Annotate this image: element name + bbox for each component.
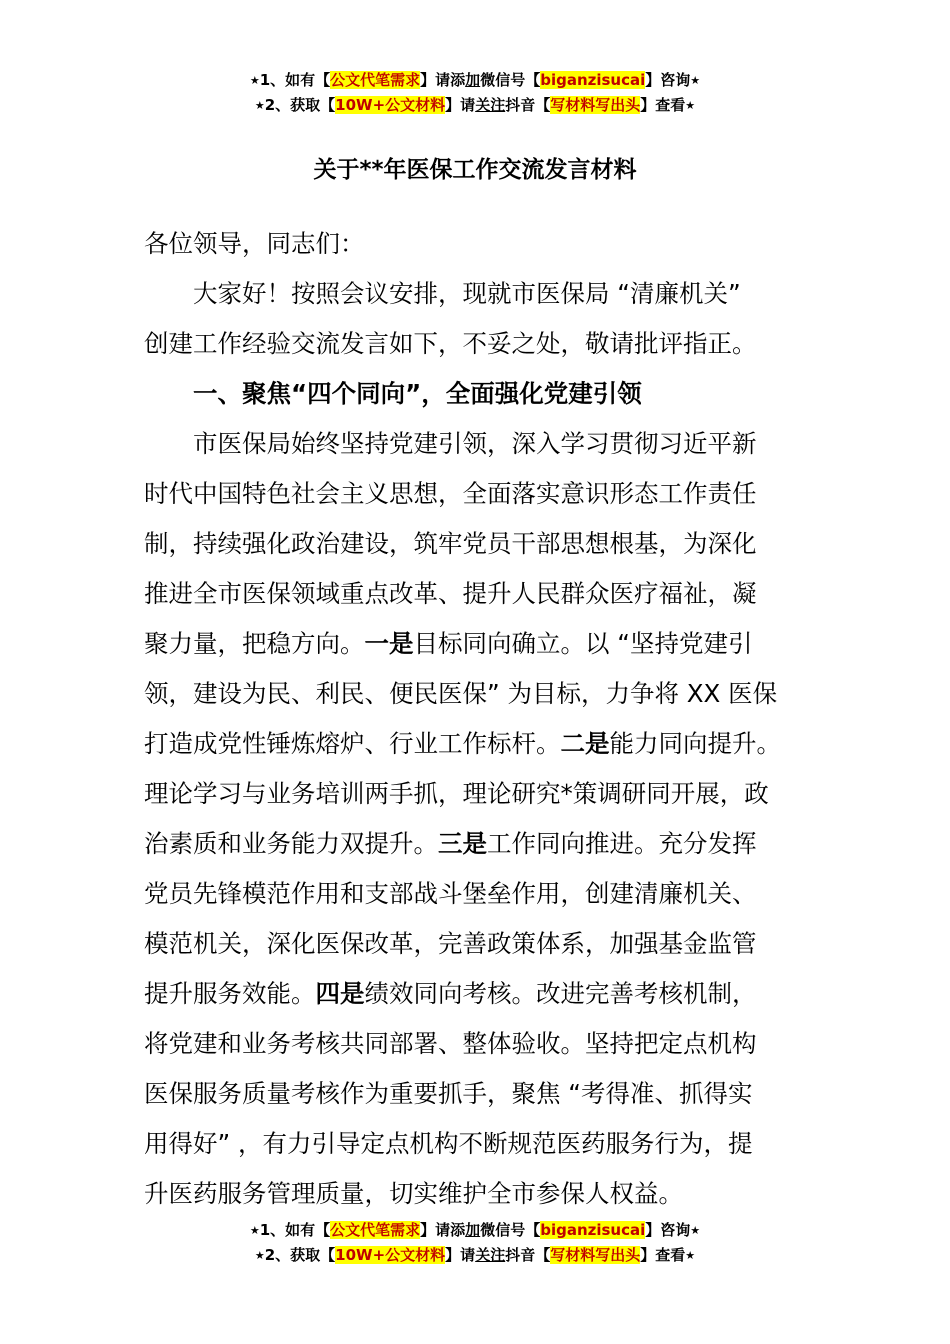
bold-text: 二是: [560, 729, 610, 758]
highlight-douyin-account: 写材料写出头: [550, 1246, 641, 1264]
text-line: [144, 619, 752, 669]
text-line: [144, 519, 757, 569]
text-line: [144, 769, 769, 819]
text-segment: 打造成党性锤炼熔炉、行业工作标杆。: [144, 729, 561, 758]
star-icon: ★: [249, 74, 260, 87]
text-segment: 制，持续强化政治建设，筑牢党员干部思想根基，为深化: [144, 529, 757, 558]
text-line: [144, 969, 757, 1019]
highlight-materials: 10W+公文材料: [335, 1246, 446, 1264]
text-line: [144, 869, 757, 919]
highlight-wechat-id: biganzisucai: [540, 1221, 646, 1239]
text-segment: 创建工作经验交流发言如下，不妥之处，敬请批评指正。: [144, 329, 757, 358]
promo-line-2: ★2、获取【10W+公文材料】请关注抖音【写材料写出头】查看★: [254, 1246, 696, 1264]
star-icon: ★: [690, 1224, 701, 1237]
document-title: 关于**年医保工作交流发言材料: [313, 157, 637, 183]
bold-text: 三是: [438, 829, 487, 858]
highlight-ghostwriting: 公文代笔需求: [330, 1221, 421, 1239]
text-line: [144, 219, 365, 269]
text-line: [144, 1119, 752, 1169]
text-segment: 将党建和业务考核共同部署、整体验收。坚持把定点机构: [144, 1029, 757, 1058]
text-line: [144, 319, 757, 369]
text-segment: 工作同向推进。充分发挥: [487, 829, 757, 858]
text-segment: 推进全市医保领域重点改革、提升人民群众医疗福祉，凝: [144, 579, 757, 608]
highlight-materials: 10W+公文材料: [335, 96, 446, 114]
text-line: [144, 819, 757, 869]
text-segment: 用得好” ，有力引导定点机构不断规范医药服务行为，提: [144, 1129, 753, 1158]
text-segment: 聚力量，把稳方向。: [144, 629, 365, 658]
text-segment: 目标同向确立。以 “坚持党建引: [413, 629, 753, 658]
highlight-wechat-id: biganzisucai: [540, 71, 646, 89]
star-icon: ★: [685, 1249, 696, 1262]
bold-text: 一是: [364, 629, 414, 658]
promo-line-1: ★1、如有【公文代笔需求】请添加微信号【biganzisucai】咨询★: [249, 1221, 701, 1239]
star-icon: ★: [690, 74, 701, 87]
section-heading: [193, 369, 642, 419]
text-segment: 市医保局始终坚持党建引领，深入学习贯彻习近平新: [193, 429, 757, 458]
text-segment: 大家好！按照会议安排，现就市医保局 “清廉机关”: [193, 279, 741, 308]
text-line: [193, 419, 757, 469]
text-segment: 医保服务质量考核作为重要抓手，聚焦 “考得准、抓得实: [144, 1079, 753, 1108]
promo-banner-bottom: [0, 1218, 950, 1268]
text-line: [144, 719, 781, 769]
text-segment: 领，建设为民、利民、便民医保” 为目标，力争将 XX 医保: [144, 679, 778, 708]
text-segment: 能力同向提升。: [609, 729, 781, 758]
text-segment: 模范机关，深化医保改革，完善政策体系，加强基金监管: [144, 929, 757, 958]
text-segment: 升医药服务管理质量，切实维护全市参保人权益。: [144, 1179, 683, 1208]
star-icon: ★: [254, 99, 265, 112]
promo-banner-top: [0, 68, 950, 118]
text-segment: 绩效同向考核。改进完善考核机制，: [364, 979, 757, 1008]
text-line: [144, 469, 757, 519]
text-line: [144, 1169, 683, 1219]
star-icon: ★: [249, 1224, 260, 1237]
text-line: [144, 1019, 757, 1069]
text-line: [144, 919, 757, 969]
text-segment: 党员先锋模范作用和支部战斗堡垒作用，创建清廉机关、: [144, 879, 757, 908]
text-line: [144, 1069, 752, 1119]
text-line: [193, 269, 741, 319]
text-segment: 时代中国特色社会主义思想，全面落实意识形态工作责任: [144, 479, 757, 508]
text-segment: 提升服务效能。: [144, 979, 316, 1008]
star-icon: ★: [254, 1249, 265, 1262]
text-line: [144, 669, 777, 719]
text-segment: 各位领导，同志们：: [144, 229, 365, 258]
highlight-douyin-account: 写材料写出头: [550, 96, 641, 114]
promo-line-1: ★1、如有【公文代笔需求】请添加微信号【biganzisucai】咨询★: [249, 71, 701, 89]
promo-line-2: ★2、获取【10W+公文材料】请关注抖音【写材料写出头】查看★: [254, 96, 696, 114]
text-segment: 理论学习与业务培训两手抓，理论研究*策调研同开展，政: [144, 779, 769, 808]
bold-text: 一、聚焦“四个同向”，全面强化党建引领: [193, 379, 642, 408]
text-segment: 治素质和业务能力双提升。: [144, 829, 438, 858]
text-line: [144, 569, 757, 619]
bold-text: 四是: [315, 979, 365, 1008]
highlight-ghostwriting: 公文代笔需求: [330, 71, 421, 89]
star-icon: ★: [685, 99, 696, 112]
